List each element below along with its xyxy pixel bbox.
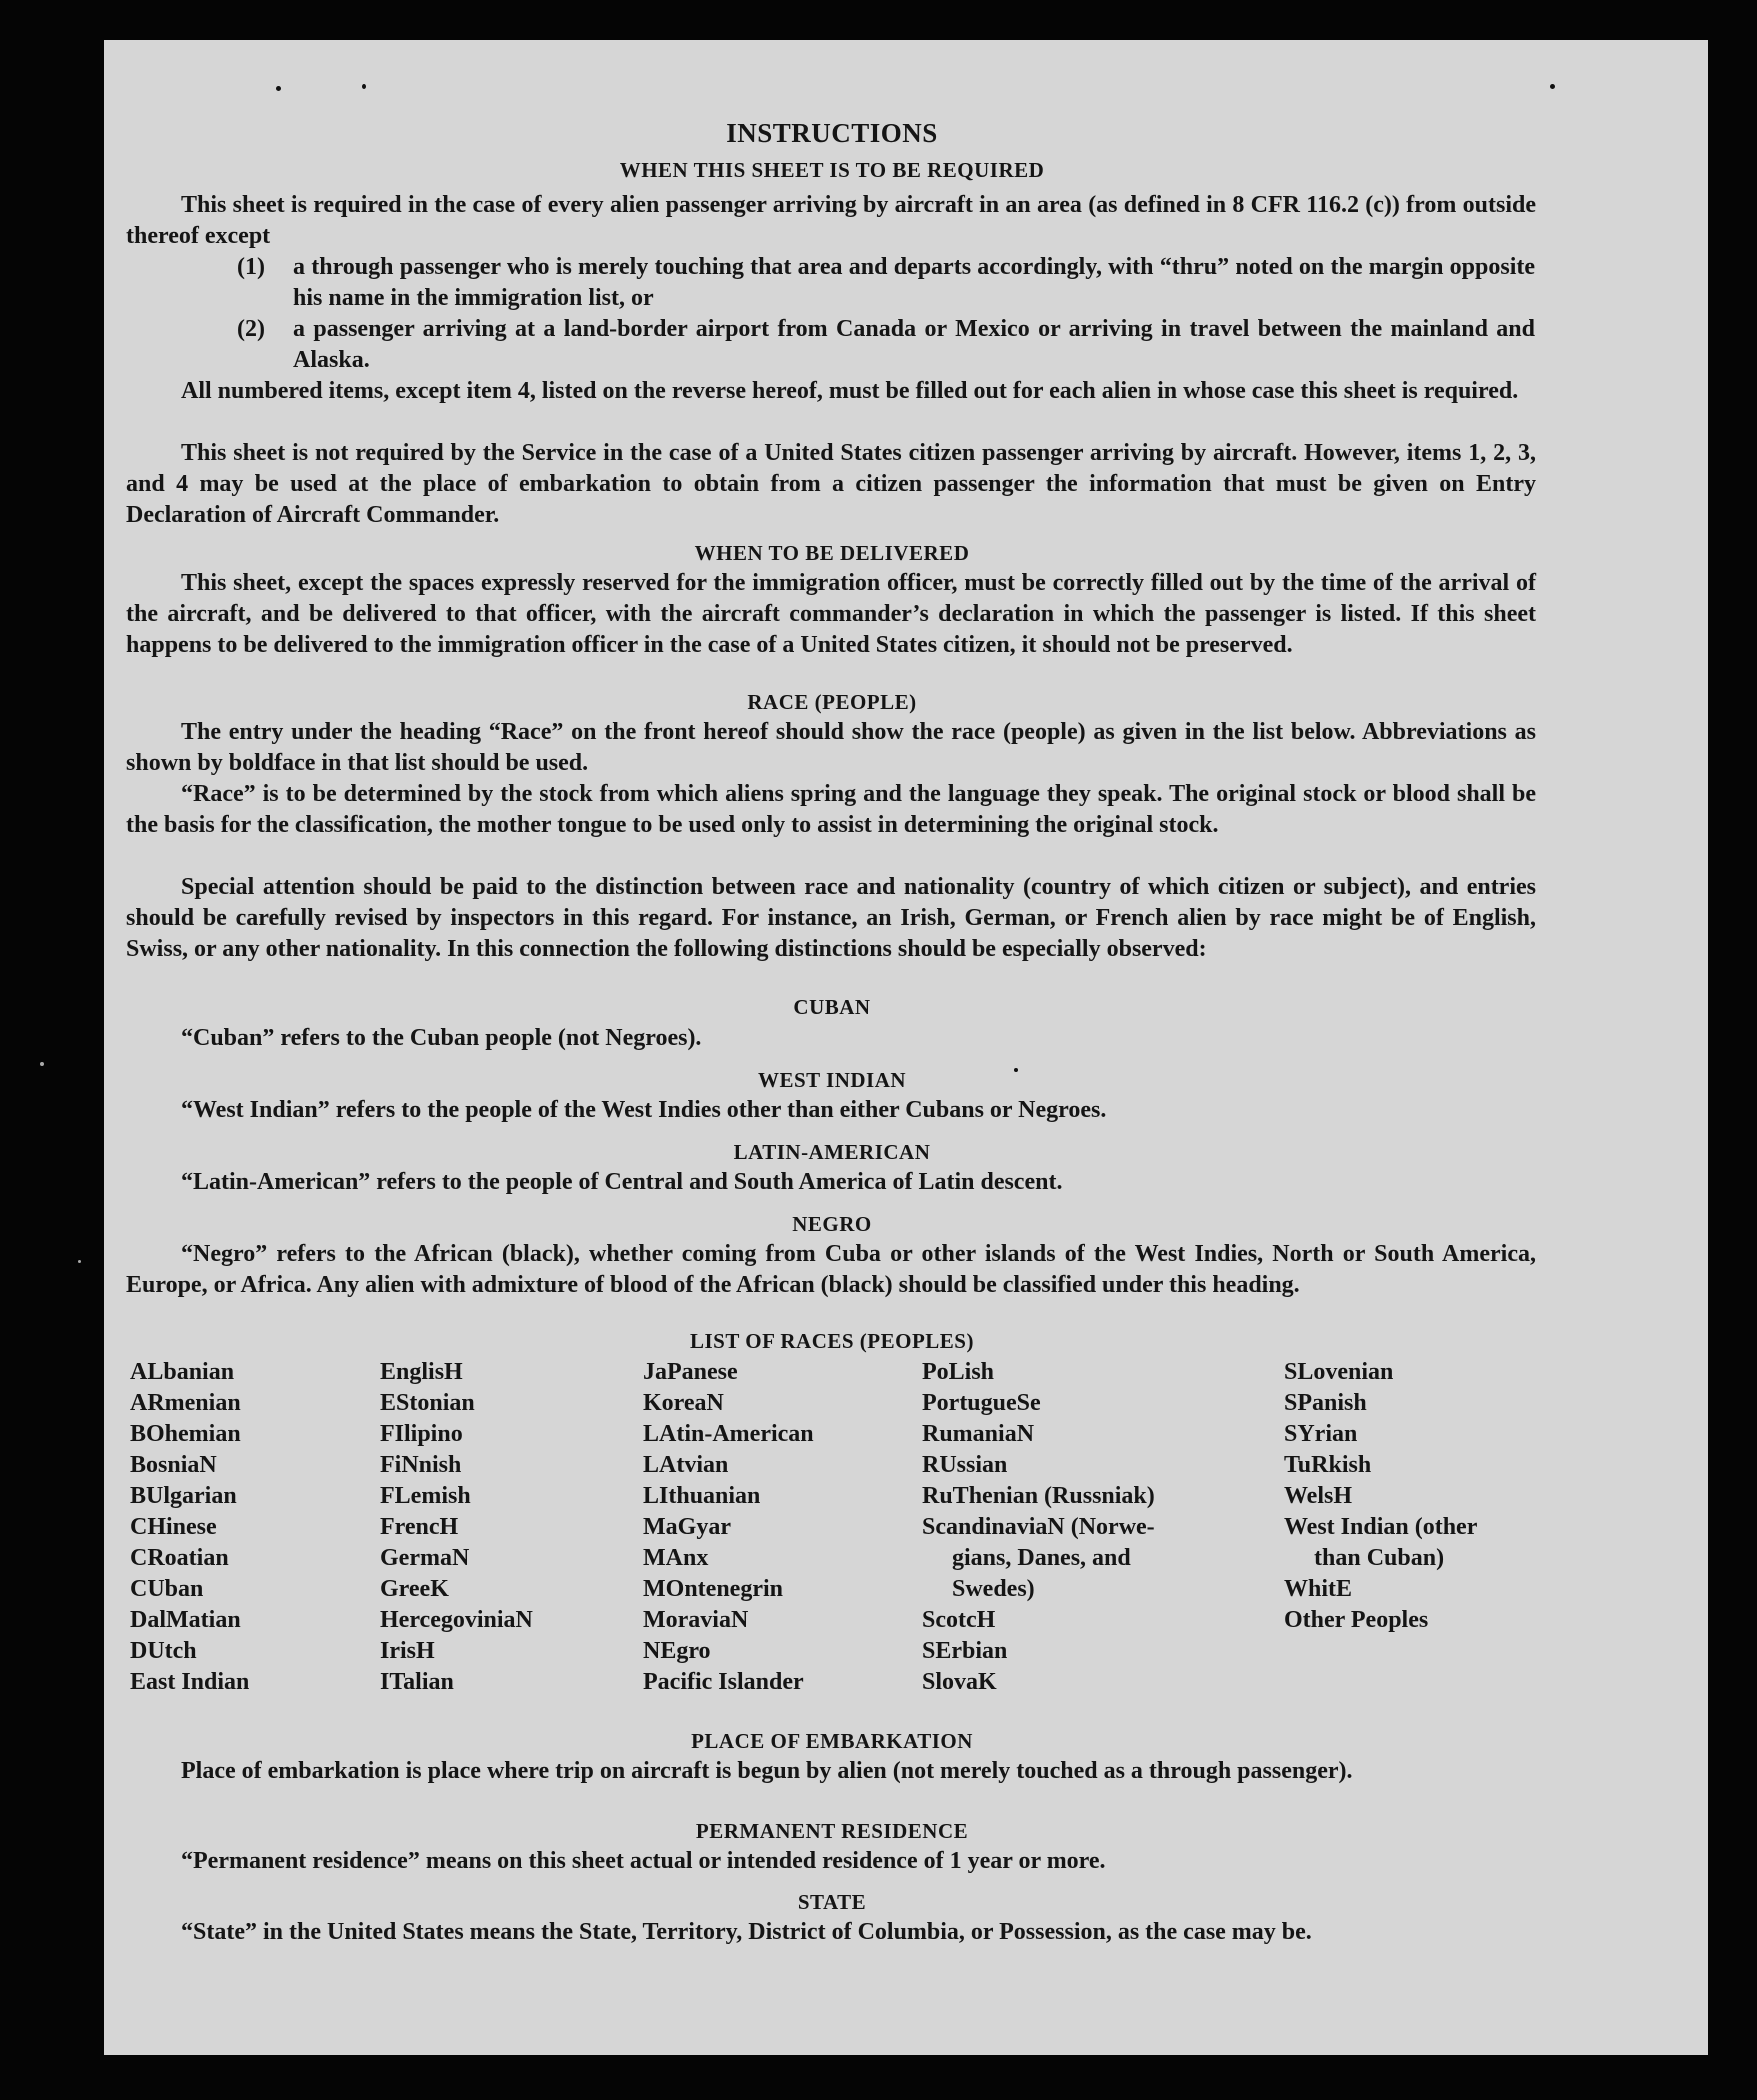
scan-speck	[40, 1062, 44, 1066]
race-entry: BosniaN	[130, 1452, 217, 1478]
race-entry: ScandinaviaN (Norwe-	[922, 1514, 1155, 1540]
races-column	[922, 1357, 1155, 1698]
race-entry: SYrian	[1284, 1421, 1358, 1447]
paragraph-race-1	[126, 717, 1536, 779]
heading-latin-american: LATIN-AMERICAN	[733, 1140, 931, 1164]
item-text: a through passenger who is merely touching that area and departs accordingly, with “thru” noted on the margin opposite his name in the immigration list, or	[293, 254, 1535, 311]
scan-speck	[276, 86, 281, 91]
race-entry: PoLish	[922, 1359, 995, 1385]
paragraph-text: “Negro” refers to the African (black), whether coming from Cuba or other islands of the West Indies, North or South America, Europe, or Africa. Any alien with admixture of blood of the African (black) should be classified under this heading.	[126, 1241, 1536, 1298]
scan-speck	[1014, 1068, 1018, 1072]
scan-speck	[78, 1260, 81, 1263]
paragraph-text: Special attention should be paid to the distinction between race and nationality (country of which citizen or subject), and entries should be carefully revised by inspectors in this regard. For instance, an Irish, German, or French alien by race might be of English, Swiss, or any other nationality. In this connection the following distinctions should be especially observed:	[126, 874, 1536, 962]
paragraph-race-3	[126, 872, 1536, 965]
paragraph-required-3	[126, 438, 1536, 531]
paragraph-text: Place of embarkation is place where trip on aircraft is begun by alien (not merely touched as a through passenger).	[181, 1758, 1353, 1784]
item-number: (2)	[237, 316, 265, 342]
race-entry: gians, Danes, and	[952, 1545, 1131, 1571]
paragraph-race-2	[126, 779, 1536, 841]
heading-list-of-races: LIST OF RACES (PEOPLES)	[690, 1329, 974, 1353]
race-entry: ARmenian	[130, 1390, 241, 1416]
paragraph-latin-american	[126, 1167, 1536, 1198]
race-entry: BUlgarian	[130, 1483, 237, 1509]
race-entry: MAnx	[643, 1545, 709, 1571]
race-entry: CUban	[130, 1576, 204, 1602]
paragraph-text: “Race” is to be determined by the stock from which aliens spring and the language they speak. The original stock or blood shall be the basis for the classification, the mother tongue to be used only to assist in determining the original stock.	[126, 781, 1536, 838]
heading-place-of-embarkation: PLACE OF EMBARKATION	[691, 1729, 973, 1753]
race-entry: GermaN	[380, 1545, 470, 1571]
race-entry: SErbian	[922, 1638, 1008, 1664]
heading-state: STATE	[797, 1890, 867, 1914]
race-entry: BOhemian	[130, 1421, 241, 1447]
race-entry: TuRkish	[1284, 1452, 1372, 1478]
document-page	[104, 40, 1708, 2055]
race-entry: RumaniaN	[922, 1421, 1035, 1447]
race-entry: FIlipino	[380, 1421, 463, 1447]
heading-cuban: CUBAN	[793, 995, 871, 1019]
heading-negro: NEGRO	[792, 1212, 872, 1236]
races-list	[130, 1357, 1550, 1737]
paragraph-text: This sheet is not required by the Service in the case of a United States citizen passenger arriving by aircraft. However, items 1, 2, 3, and 4 may be used at the place of embarkation to obtain from a citizen passenger the information that must be given on Entry Declaration of Aircraft Commander.	[126, 440, 1536, 528]
race-entry: SLovenian	[1284, 1359, 1394, 1385]
paragraph-text: The entry under the heading “Race” on the front hereof should show the race (people) as given in the list below. Abbreviations as shown by boldface in that list should be used.	[126, 719, 1536, 776]
race-entry: ITalian	[380, 1669, 454, 1695]
race-entry: NEgro	[643, 1638, 711, 1664]
paragraph-embarkation	[126, 1756, 1536, 1787]
race-entry: PortugueSe	[922, 1390, 1041, 1416]
paragraph-text: “Cuban” refers to the Cuban people (not Negroes).	[181, 1025, 702, 1051]
race-entry: SPanish	[1284, 1390, 1367, 1416]
paragraph-west-indian	[126, 1095, 1536, 1126]
paragraph-text: “Latin-American” refers to the people of Central and South America of Latin descent.	[181, 1169, 1063, 1195]
race-entry: IrisH	[380, 1638, 435, 1664]
paragraph-text: “State” in the United States means the State, Territory, District of Columbia, or Possession, as the case may be.	[181, 1919, 1312, 1945]
race-entry: MOntenegrin	[643, 1576, 783, 1602]
paragraph-text: “West Indian” refers to the people of the West Indies other than either Cubans or Negroes.	[181, 1097, 1107, 1123]
scan-speck	[1550, 84, 1555, 89]
race-entry: FiNnish	[380, 1452, 462, 1478]
heading-west-indian: WEST INDIAN	[757, 1068, 907, 1092]
heading-race: RACE (PEOPLE)	[747, 690, 917, 714]
race-entry: East Indian	[130, 1669, 250, 1695]
race-entry: HercegoviniaN	[380, 1607, 533, 1633]
race-entry: LAtvian	[643, 1452, 729, 1478]
heading-when-required: WHEN THIS SHEET IS TO BE REQUIRED	[619, 158, 1045, 182]
race-entry: EStonian	[380, 1390, 475, 1416]
race-entry: WelsH	[1284, 1483, 1353, 1509]
race-entry: DalMatian	[130, 1607, 241, 1633]
race-entry: FrencH	[380, 1514, 459, 1540]
race-entry: GreeK	[380, 1576, 449, 1602]
heading-permanent-residence: PERMANENT RESIDENCE	[695, 1819, 969, 1843]
heading-when-delivered: WHEN TO BE DELIVERED	[694, 541, 970, 565]
race-entry: CRoatian	[130, 1545, 229, 1571]
race-entry: EnglisH	[380, 1359, 463, 1385]
paragraph-required-1	[126, 190, 1536, 252]
paragraph-cuban	[126, 1023, 1536, 1054]
races-column	[1284, 1357, 1477, 1636]
item-text: a passenger arriving at a land-border airport from Canada or Mexico or arriving in travel between the mainland and Alaska.	[293, 316, 1535, 373]
paragraph-required-2	[126, 376, 1536, 407]
race-entry: RuThenian (Russniak)	[922, 1483, 1155, 1509]
race-entry: ALbanian	[130, 1359, 235, 1385]
race-entry: LAtin-American	[643, 1421, 814, 1447]
page-title: INSTRUCTIONS	[726, 118, 938, 148]
races-column	[380, 1357, 533, 1698]
paragraph-text: This sheet, except the spaces expressly reserved for the immigration officer, must be correctly filled out by the time of the arrival of the aircraft, and be delivered to that officer, with the aircraft commander’s declaration in which the passenger is listed. If this sheet happens to be delivered to the immigration officer in the case of a United States citizen, it should not be preserved.	[126, 570, 1536, 658]
race-entry: Other Peoples	[1284, 1607, 1429, 1633]
race-entry: MaGyar	[643, 1514, 731, 1540]
scan-speck	[362, 84, 366, 89]
paragraph-delivered-1	[126, 568, 1536, 661]
race-entry: than Cuban)	[1314, 1545, 1445, 1571]
paragraph-text: This sheet is required in the case of every alien passenger arriving by aircraft in an area (as defined in 8 CFR 116.2 (c)) from outside thereof except	[126, 192, 1536, 249]
race-entry: Swedes)	[952, 1576, 1035, 1602]
race-entry: WhitE	[1284, 1576, 1353, 1602]
races-column	[643, 1357, 814, 1698]
race-entry: CHinese	[130, 1514, 217, 1540]
race-entry: ScotcH	[922, 1607, 996, 1633]
paragraph-residence	[126, 1846, 1536, 1877]
item-number: (1)	[237, 254, 265, 280]
race-entry: SlovaK	[922, 1669, 997, 1695]
race-entry: JaPanese	[643, 1359, 738, 1385]
race-entry: MoraviaN	[643, 1607, 749, 1633]
paragraph-negro	[126, 1239, 1536, 1301]
race-entry: FLemish	[380, 1483, 471, 1509]
paragraph-text: “Permanent residence” means on this sheet actual or intended residence of 1 year or more.	[181, 1848, 1106, 1874]
races-column	[130, 1357, 249, 1698]
race-entry: Pacific Islander	[643, 1669, 804, 1695]
race-entry: DUtch	[130, 1638, 197, 1664]
paragraph-text: All numbered items, except item 4, listed on the reverse hereof, must be filled out for each alien in whose case this sheet is required.	[181, 378, 1519, 404]
race-entry: LIthuanian	[643, 1483, 761, 1509]
race-entry: KoreaN	[643, 1390, 724, 1416]
race-entry: West Indian (other	[1284, 1514, 1478, 1540]
paragraph-state	[126, 1917, 1536, 1948]
race-entry: RUssian	[922, 1452, 1008, 1478]
